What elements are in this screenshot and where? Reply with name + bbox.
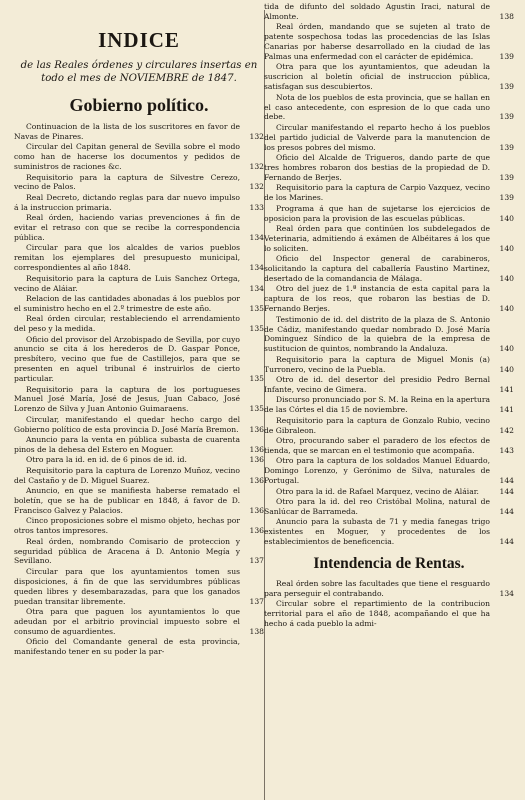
index-entry <box>264 153 514 183</box>
entry-page-number: 139 <box>499 82 514 92</box>
index-entry <box>264 123 514 153</box>
entry-text: Discurso pronunciado por S. M. la Reina en la apertura de las Córtes el dia 15 de noviembre. <box>264 395 490 415</box>
page-subtitle: de las Reales órdenes y circulares insertas en todo el mes de NOVIEMBRE de 1847. <box>20 60 258 84</box>
entry-page-number: 132 <box>249 162 264 172</box>
index-entry <box>14 314 264 334</box>
index-entry <box>264 254 514 284</box>
entry-text: Testimonio de id. del distrito de la plaza de S. Antonio de Cádiz, manifestando quedar nombrado D. José María Dominguez Síndico de la quiebra de la empresa de sustitucion de quintos, nombrando la Andaluza. <box>264 314 490 354</box>
right-entry-list <box>264 2 514 547</box>
entry-page-number: 144 <box>499 486 514 496</box>
entry-page-number: 135 <box>249 324 264 334</box>
index-entry <box>264 2 514 22</box>
entry-text: Requisitorio para la captura de Silvestre Cerezo, vecino de Palos. <box>14 172 240 192</box>
entry-text: Circular para que los ayuntamientos tomen sus disposiciones, á fin de que las servidumbres públicas queden libres y desembarazadas, para que los ganados puedan transitar libremente. <box>14 566 240 606</box>
index-entry <box>264 395 514 415</box>
entry-text: Real Decreto, dictando reglas para dar nuevo impulso á la instruccion primaria. <box>14 192 240 212</box>
entry-page-number: 144 <box>499 537 514 547</box>
entry-text: Requisitorio para la captura de Luis Sanchez Ortega, vecino de Aláiar. <box>14 273 240 293</box>
index-entry <box>264 284 514 314</box>
entry-text: Oficio del provisor del Arzobispado de Sevilla, por cuyo anuncio se cita á los herederos de D. Gaspar Ponce, presbítero, vecino que fue de Castillejos, para que se presenten en aquel tribunal é instruirlos de cierto particular. <box>14 334 240 384</box>
index-entry <box>264 93 514 123</box>
section-title-intendencia: Intendencia de Rentas. <box>313 554 465 572</box>
entry-page-number: 136 <box>249 445 264 454</box>
entry-page-number: 140 <box>499 213 514 223</box>
index-entry <box>14 122 264 142</box>
entry-page-number: 135 <box>249 374 264 384</box>
entry-text: Anuncio, en que se manifiesta haberse rematado el boletín, que se ha de publicar en 1848, á favor de D. Francisco Galvez y Palacios. <box>14 486 240 515</box>
intendencia-entry-list <box>264 579 514 629</box>
entry-text: Requisitorio para la captura de Gonzalo Rubio, vecino de Gibraleon. <box>264 415 490 435</box>
entry-page-number: 142 <box>499 425 514 435</box>
index-entry <box>264 183 514 203</box>
entry-text: Real órden, haciendo varias prevenciones á fin de evitar el retraso con que se recibe la correspondencia pública. <box>14 213 240 242</box>
left-entry-list <box>14 122 264 657</box>
entry-text: Otro para la captura de los soldados Manuel Eduardo, Domingo Lorenzo, y Gerónimo de Silva, naturales de Portugal. <box>264 456 490 486</box>
entry-page-number: 136 <box>249 505 264 515</box>
entry-text: Real órden sobre las facultades que tiene el resguardo para perseguir el contrabando. <box>264 578 490 598</box>
entry-page-number: 137 <box>249 596 264 606</box>
entry-text: Otra para que los ayuntamientos, que adeudan la suscricion al boletín oficial de instruccion pública, satisfagan sus descubiertos. <box>264 62 490 92</box>
entry-page-number: 135 <box>249 404 264 414</box>
entry-page-number: 141 <box>499 405 514 415</box>
entry-page-number: 140 <box>499 364 514 374</box>
entry-text: Otro del juez de 1.ª instancia de esta capital para la captura de los reos, que robaron las bestias de D. Fernando Berjes. <box>264 284 490 314</box>
index-entry <box>264 517 514 547</box>
entry-text: Requisitorio para la captura de los portugueses Manuel José María, José de Jesus, Juan Cabaco, José Lorenzo de Silva y Juan Antonio Guimaraens. <box>14 384 240 414</box>
entry-text: Otro para la id. de Rafael Marquez, vecino de Aláiar. <box>276 486 479 496</box>
entry-text: Real órden circular, restableciendo el arrendamiento del peso y la medida. <box>14 314 240 334</box>
entry-page-number: 133 <box>249 202 264 212</box>
index-entry <box>264 204 514 224</box>
index-entry <box>14 213 264 243</box>
index-entry <box>264 436 514 456</box>
index-entry <box>264 456 514 486</box>
entry-text: Cinco proposiciones sobre el mismo objeto, hechas por otros tantos impresores. <box>14 516 240 536</box>
entry-page-number: 140 <box>499 243 514 253</box>
entry-text: tida de difunto del soldado Agustin Iraci, natural de Almonte. <box>264 2 490 21</box>
entry-text: Anuncio para la subasta de 71 y media fanegas trigo existentes en Moguer, y procedentes de los establecimientos de beneficencia. <box>264 517 490 547</box>
entry-text: Otro para la id. en id. de 6 pinos de id. id. <box>26 455 187 465</box>
index-entry <box>264 315 514 355</box>
entry-page-number: 140 <box>499 304 514 314</box>
entry-page-number: 134 <box>499 588 514 598</box>
entry-text: Real órden, mandando que se sujeten al trato de patente sospechosa todas las procedencias de las Islas Canarias por haberse desarrollado en la ciudad de las Palmas una enfermedad con el carácter de epidémica. <box>264 22 490 62</box>
index-entry <box>264 62 514 92</box>
entry-page-number: 141 <box>499 384 514 394</box>
entry-text: Nota de los pueblos de esta provincia, que se hallan en el caso antecedente, con espresion de lo que cada uno debe. <box>264 92 490 122</box>
entry-text: Real órden para que continúen los subdelegados de Veterinaria, admitiendo á exámen de Albéitares á los que lo soliciten. <box>264 223 490 253</box>
entry-page-number: 139 <box>499 112 514 122</box>
entry-text: Requisitorio para la captura de Lorenzo Muñoz, vecino del Castaño y de D. Miguel Suarez. <box>14 465 240 485</box>
entry-text: Circular del Capitan general de Sevilla sobre el modo como han de hacerse los documentos y pedidos de suministros de raciones &c. <box>14 142 240 172</box>
entry-text: Programa á que han de sujetarse los ejercicios de oposicion para la provision de las escuelas públicas. <box>264 203 490 223</box>
entry-page-number: 138 <box>249 626 264 636</box>
entry-text: Otro para la id. del reo Cristóbal Molina, natural de Sanlúcar de Barrameda. <box>264 496 490 516</box>
entry-page-number: 139 <box>499 193 514 203</box>
entry-page-number: 137 <box>249 556 264 566</box>
entry-page-number: 140 <box>499 344 514 354</box>
entry-text: Circular manifestando el reparto hecho á los pueblos del partido judicial de Valverde para la manutencion de los presos pobres del mismo. <box>264 122 490 152</box>
entry-text: Requisitorio para la captura de Carpio Vazquez, vecino de los Marines. <box>264 183 490 203</box>
index-entry <box>14 274 264 294</box>
entry-text: Real órden, nombrando Comisario de proteccion y seguridad pública de Aracena á D. Antonio Megía y Sevillano. <box>14 536 240 566</box>
entry-text: Oficio del Alcalde de Trigueros, dando parte de que tres hombres robaron dos bestias de la propiedad de D. Fernando de Berjes. <box>264 153 490 182</box>
index-entry <box>14 193 264 213</box>
index-entry <box>14 567 264 607</box>
entry-page-number: 134 <box>249 283 264 293</box>
left-column <box>14 0 264 658</box>
index-entry <box>14 486 264 516</box>
entry-page-number: 143 <box>499 445 514 455</box>
entry-page-number: 139 <box>499 172 514 182</box>
entry-page-number: 135 <box>249 303 264 313</box>
index-entry <box>14 173 264 193</box>
index-entry <box>14 243 264 273</box>
entry-text: Otra para que paguen los ayuntamientos lo que adeudan por el arbitrio provincial impuesto sobre el consumo de aguardientes. <box>14 607 240 636</box>
index-entry <box>14 435 264 455</box>
entry-text: Anuncio para la venta en pública subasta de cuarenta pinos de la dehesa del Estero en Moguer. <box>14 435 240 454</box>
entry-page-number: 139 <box>499 52 514 62</box>
entry-text: Continuacion de la lista de los suscritores en favor de Navas de Pinares. <box>14 122 240 141</box>
index-entry <box>264 355 514 375</box>
index-entry <box>14 607 264 637</box>
index-entry <box>14 455 264 465</box>
entry-page-number: 140 <box>499 273 514 283</box>
entry-text: Requisitorio para la captura de Miguel Monis (a) Turronero, vecino de la Puebla. <box>264 354 490 374</box>
entry-page-number: 136 <box>249 526 264 536</box>
index-entry <box>14 466 264 486</box>
section-title-gobierno: Gobierno político. <box>69 95 209 115</box>
entry-page-number: 132 <box>249 131 264 141</box>
entry-text: Oficio del Inspector general de carabineros, solicitando la captura del caballería Faustino Martinez, desertado de la comandancia de Málaga. <box>264 254 490 283</box>
index-entry <box>264 224 514 254</box>
index-entry <box>14 637 264 657</box>
index-entry <box>264 599 514 629</box>
entry-page-number: 138 <box>499 11 514 21</box>
entry-text: Otro de id. del desertor del presidio Pedro Bernal Infante, vecino de Gimera. <box>264 375 490 394</box>
index-entry <box>264 487 514 497</box>
entry-page-number: 144 <box>499 506 514 516</box>
entry-page-number: 136 <box>249 424 264 434</box>
entry-page-number: 132 <box>249 182 264 192</box>
index-entry <box>14 537 264 567</box>
entry-text: Relacion de las cantidades abonadas á los pueblos por el suministro hecho en el 2.º trimestre de este año. <box>14 293 240 313</box>
index-entry <box>264 579 514 599</box>
entry-text: Otro, procurando saber el paradero de los efectos de tienda, que se marcan en el testimonio que acompaña. <box>264 435 490 455</box>
entry-text: Circular para que los alcaldes de varios pueblos remitan los ejemplares del presupuesto municipal, correspondientes al año 1848. <box>14 243 240 273</box>
entry-page-number: 136 <box>249 475 264 485</box>
entry-page-number: 136 <box>249 455 264 465</box>
index-entry <box>264 22 514 62</box>
index-entry <box>14 294 264 314</box>
entry-text: Circular sobre el repartimiento de la contribucion territorial para el año de 1848, acompañando el que ha hecho á cada pueblo la admi- <box>264 599 490 629</box>
entry-page-number: 139 <box>499 142 514 152</box>
index-entry <box>264 416 514 436</box>
index-entry <box>14 516 264 536</box>
index-entry <box>14 415 264 435</box>
index-entry <box>14 385 264 415</box>
index-entry <box>14 335 264 385</box>
entry-text: Oficio del Comandante general de esta provincia, manifestando tener en su poder la par- <box>14 637 240 657</box>
right-column <box>264 0 514 629</box>
index-entry <box>264 375 514 395</box>
index-entry <box>264 497 514 517</box>
entry-page-number: 144 <box>499 476 514 486</box>
entry-page-number: 134 <box>249 263 264 273</box>
page-title: INDICE <box>98 28 180 52</box>
index-entry <box>14 142 264 172</box>
entry-page-number: 134 <box>249 232 264 242</box>
entry-text: Circular, manifestando el quedar hecho cargo del Gobierno político de esta provincia D. José María Bremon. <box>14 414 240 434</box>
